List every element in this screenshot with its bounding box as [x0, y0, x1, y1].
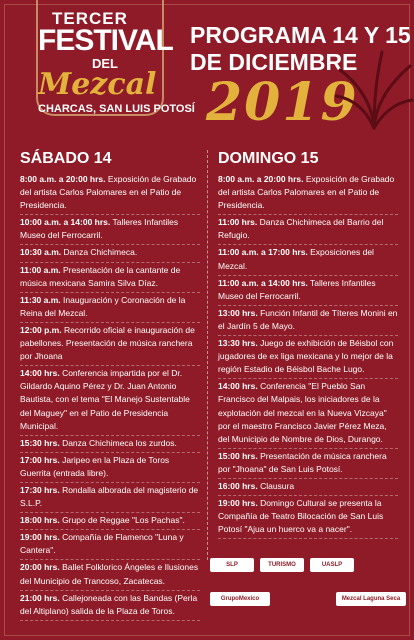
event-time: 15:00 hrs. — [218, 450, 258, 461]
event-item — [218, 379, 398, 448]
sponsor-logo-uaslp: UASLP — [310, 558, 354, 572]
event-time: 13:30 hrs. — [218, 338, 258, 349]
event-time: 13:00 hrs. — [218, 307, 258, 318]
event-description: Juego de exhibición de Béisbol con jugadores de ex liga mexicana y lo mejor de la región Estadio de Béisbol Bache Lugo. — [218, 338, 394, 375]
sponsor-logo-grupomexico: GrupoMexico — [210, 592, 270, 606]
sponsor-logo-turismo: TURISMO — [260, 558, 304, 572]
event-item — [20, 215, 200, 245]
event-description: Jaripeo en la Plaza de Toros Guerrita (entrada libre). — [20, 454, 170, 478]
event-item — [20, 245, 200, 262]
event-item — [218, 306, 398, 336]
event-item — [20, 436, 200, 453]
event-time: 21:00 hrs. — [20, 592, 60, 603]
event-item — [20, 293, 200, 323]
event-description: Función Infantil de Títeres Monini en el Jardín 5 de Mayo. — [218, 307, 398, 331]
event-description: Grupo de Reggae "Los Pachas". — [59, 515, 185, 526]
event-time: 11:30 a.m. — [20, 294, 61, 305]
festival-logo-festival: FESTIVAL — [38, 24, 173, 57]
event-time: 19:00 hrs. — [20, 532, 60, 543]
festival-logo-mezcal: Mezcal — [38, 67, 157, 102]
saturday-events — [20, 172, 200, 621]
festival-logo-tercer: TERCER — [52, 9, 128, 28]
event-time: 10:00 a.m. a 14:00 hrs. — [20, 217, 111, 228]
event-item — [20, 263, 200, 293]
event-description: Ballet Folklorico Ángeles e Ilusiones del Municipio de Trancoso, Zacatecas. — [20, 562, 199, 586]
event-item — [218, 449, 398, 479]
event-time: 12:00 p.m. — [20, 324, 62, 335]
event-description: Domingo Cultural se presenta la Compañía de Teatro Bilocación de San Luis Potosí "Ajua un huerco va a nacer". — [218, 498, 384, 535]
agave-icon — [334, 50, 414, 130]
program-title-line2: DE DICIEMBRE — [190, 49, 358, 75]
event-item — [218, 215, 398, 245]
event-item — [218, 479, 398, 496]
event-description: Talleres Infantiles Museo del Ferrocarril. — [218, 277, 376, 301]
event-time: 14:00 hrs. — [218, 381, 258, 392]
event-item — [20, 591, 200, 621]
event-description: Danza Chichimeca del Barrio del Refugio. — [218, 217, 384, 241]
event-description: Inauguración y Coronación de la Reina del Mezcal. — [20, 294, 186, 318]
event-time: 11:00 a.m. — [20, 264, 61, 275]
event-time: 15:30 hrs. — [20, 437, 60, 448]
event-item — [20, 172, 200, 215]
header — [0, 0, 414, 140]
event-item — [20, 453, 200, 483]
sunday-column — [218, 150, 398, 539]
event-description: Danza Chichimeca los zurdos. — [59, 437, 177, 448]
event-item — [218, 496, 398, 539]
sponsor-logo-slp: SLP — [210, 558, 254, 572]
saturday-title: SÁBADO 14 — [20, 150, 112, 167]
program-title-line1: PROGRAMA 14 Y 15 — [190, 22, 411, 48]
event-item — [218, 336, 398, 379]
event-description: Danza Chichimeca. — [61, 247, 138, 258]
event-item — [20, 483, 200, 513]
event-description: Exposición de Grabado del artista Carlos Palomares en el Patio de Presidencia. — [218, 174, 395, 211]
event-description: Clausura — [257, 480, 295, 491]
event-item — [20, 513, 200, 530]
sponsor-logo-mezcal-laguna-seca: Mezcal Laguna Seca — [336, 592, 406, 606]
event-description: Presentación de la cantante de música mexicana Samira Silva Díaz. — [20, 264, 181, 288]
event-time: 8:00 a.m. a 20:00 hrs. — [218, 174, 304, 184]
event-description: Talleres Infantiles Museo del Ferrocarril. — [20, 217, 179, 241]
sunday-title: DOMINGO 15 — [218, 150, 319, 167]
sponsor-logos — [208, 548, 408, 632]
event-time: 19:00 hrs. — [218, 498, 258, 509]
event-time: 16:00 hrs. — [218, 480, 258, 491]
saturday-column — [20, 150, 200, 621]
event-time: 17:00 hrs. — [20, 454, 60, 465]
event-item — [20, 323, 200, 366]
event-time: 11:00 a.m. a 14:00 hrs. — [218, 277, 308, 288]
event-time: 10:30 a.m. — [20, 247, 62, 258]
event-time: 11:00 a.m. a 17:00 hrs. — [218, 247, 308, 258]
event-item — [20, 560, 200, 590]
event-description: Exposiciones del Mezcal. — [218, 247, 374, 271]
event-description: Compañía de Flamenco "Luna y Cantera". — [20, 532, 184, 556]
event-item — [218, 245, 398, 275]
event-time: 17:30 hrs. — [20, 484, 60, 495]
event-description: Exposición de Grabado del artista Carlos Palomares en el Patio de Presidencia. — [20, 174, 197, 211]
event-time: 8:00 a.m. a 20:00 hrs. — [20, 174, 106, 184]
event-description: Recorrido oficial e inauguración de pabellones. Presentación de música ranchera por Jhoana — [20, 324, 195, 362]
event-description: Callejoneada con las Bandas (Perla del Altiplano) salida de la Plaza de Toros. — [20, 592, 198, 616]
event-item — [20, 366, 200, 435]
event-item — [218, 172, 398, 215]
event-description: Rondalla alborada del magisterio de S.L.P. — [20, 484, 199, 509]
sunday-events — [218, 172, 398, 539]
year: 2019 — [206, 72, 359, 133]
column-divider — [207, 150, 208, 560]
event-description: Conferencia impartida por el Dr. Gildardo Aquino Pérez y Dr. Juan Antonio Bautista, con el tema "El Manejo Sustentable del Maguey" en el Patio de Presidencia Municipal. — [20, 368, 190, 431]
event-item — [218, 276, 398, 306]
festival-logo-del: DEL — [92, 56, 118, 71]
event-time: 14:00 hrs. — [20, 368, 60, 379]
event-item — [20, 530, 200, 560]
festival-place: CHARCAS, SAN LUIS POTOSÍ — [38, 103, 195, 115]
event-time: 20:00 hrs. — [20, 562, 60, 573]
event-description: Presentación de música ranchera por "Jhoana" de San Luis Potosí. — [218, 450, 387, 474]
event-time: 18:00 hrs. — [20, 515, 60, 526]
event-description: Conferencia "El Pueblo San Francisco del Malpais, los iniciadores de la explotación del mezcal en la Nueva Vizcaya" por el maestro Francisco Javier Pérez Meza, del Municipio de Nombre de Dios, Durango. — [218, 381, 387, 444]
event-time: 11:00 hrs. — [218, 217, 258, 228]
